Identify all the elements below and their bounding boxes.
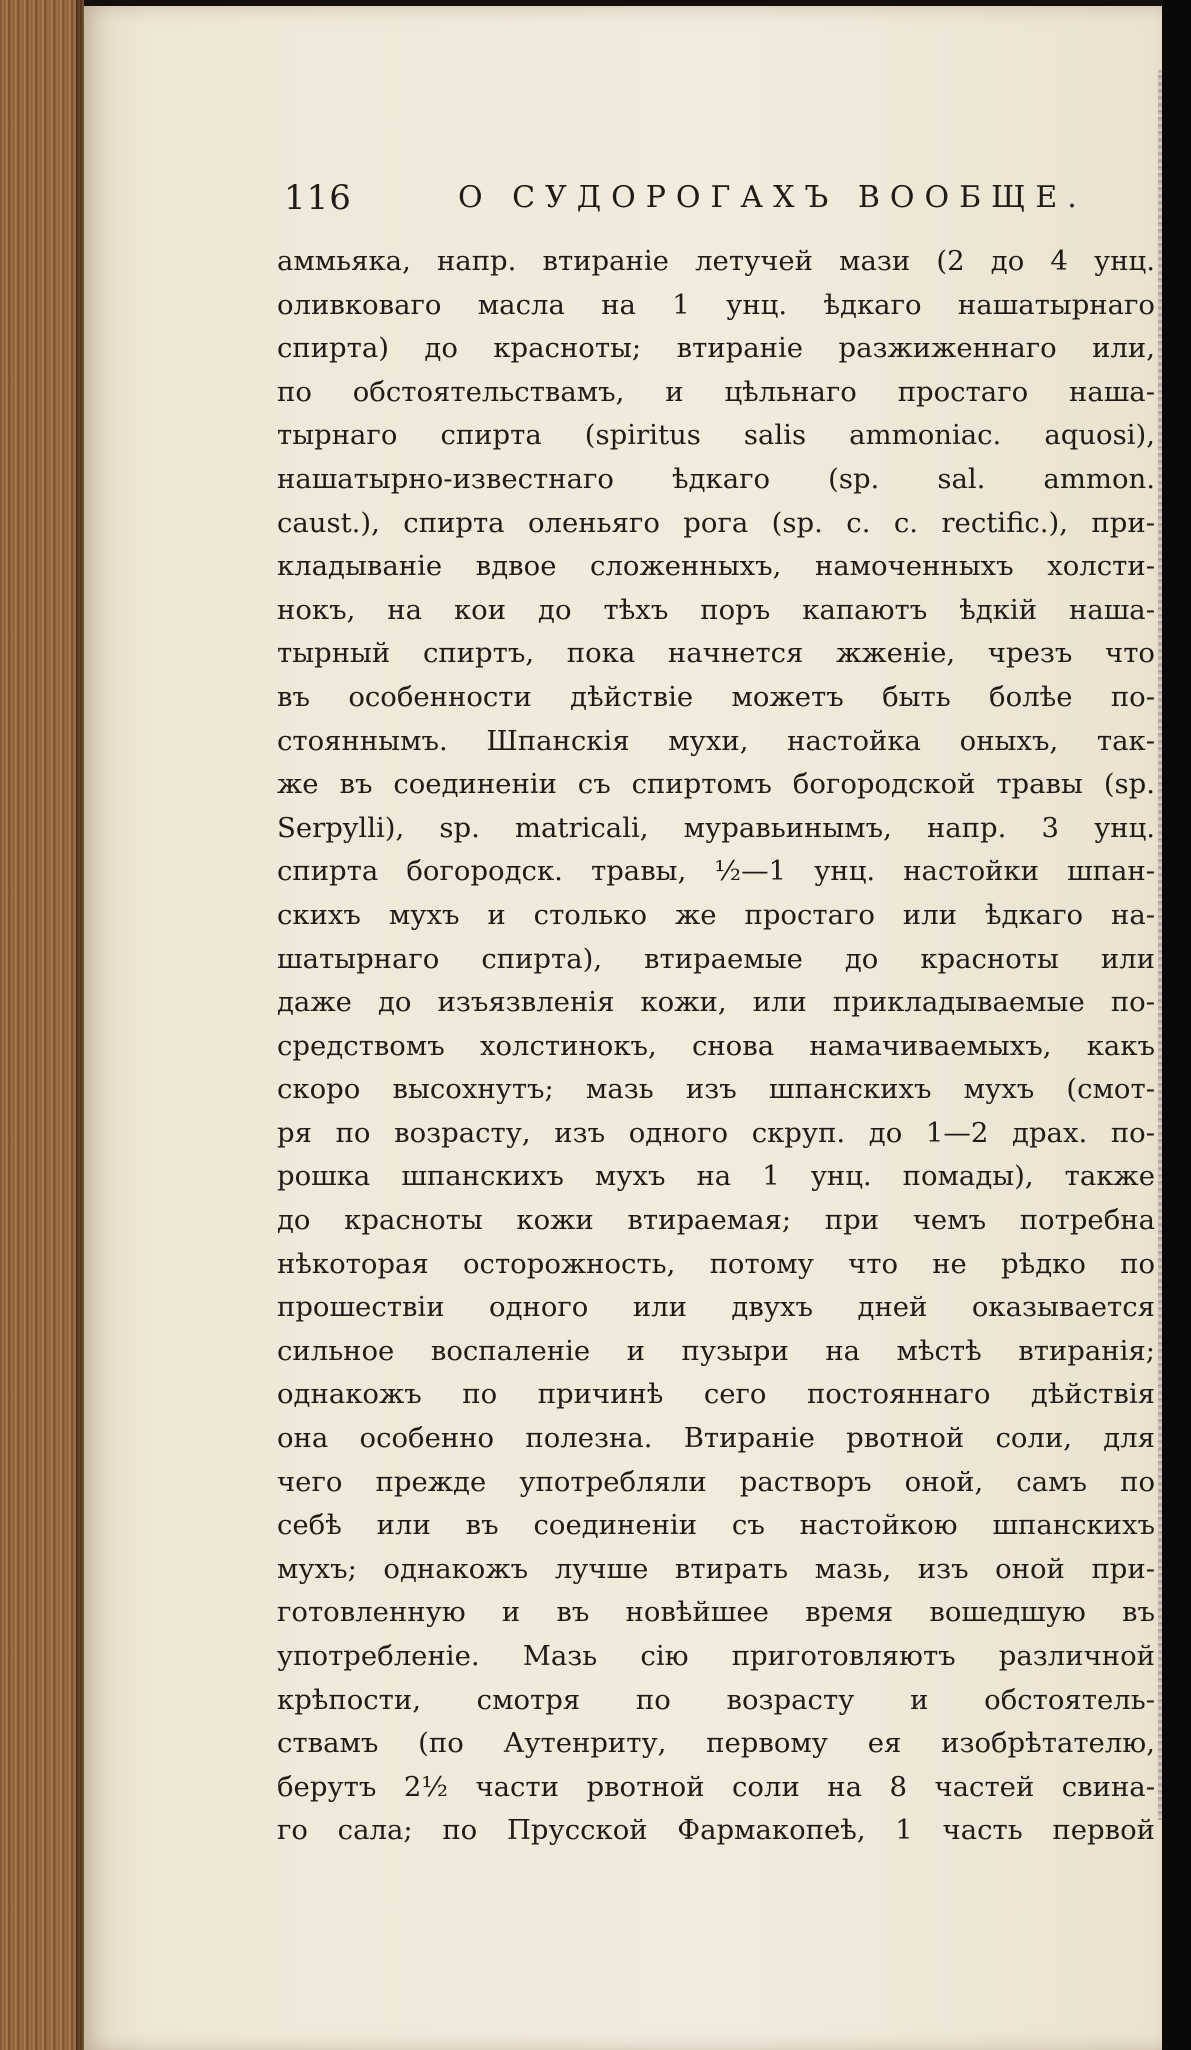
text-line: спирта) до красноты; втираніе разжиженнаго или,: [277, 332, 1155, 365]
text-line: кладываніе вдвое сложенныхъ, намоченныхъ холсти-: [277, 550, 1155, 583]
text-line: крѣпости, смотря по возрасту и обстоятель-: [277, 1683, 1155, 1716]
text-line: же въ соединеніи съ спиртомъ богородской травы (sp.: [277, 768, 1155, 801]
text-line: берутъ 2½ части рвотной соли на 8 частей свина-: [277, 1770, 1155, 1803]
page-number: 116: [284, 178, 352, 218]
text-line: Serpylli), sp. matricali, муравьинымъ, напр. 3 унц.: [277, 811, 1155, 844]
text-line: оливковаго масла на 1 унц. ѣдкаго нашатырнаго: [277, 288, 1155, 321]
text-line: себѣ или въ соединеніи съ настойкою шпанскихъ: [277, 1509, 1155, 1542]
text-line: прошествіи одного или двухъ дней оказывается: [277, 1291, 1155, 1324]
text-line: чего прежде употребляли растворъ оной, самъ по: [277, 1465, 1155, 1498]
text-line: до красноты кожи втираемая; при чемъ потребна: [277, 1204, 1155, 1237]
text-line: скихъ мухъ и столько же простаго или ѣдкаго на-: [277, 898, 1155, 931]
page-header: [284, 178, 1144, 228]
body-text: [277, 240, 1155, 1853]
text-line: даже до изъязвленія кожи, или прикладываемые по-: [277, 986, 1155, 1019]
text-line: тырный спиртъ, пока начнется жженіе, чрезъ что: [277, 637, 1155, 670]
running-title: О СУДОРОГАХЪ ВООБЩЕ.: [458, 180, 1087, 215]
text-line: ря по возрасту, изъ одного скруп. до 1—2 драх. по-: [277, 1116, 1155, 1149]
text-line: аммьяка, напр. втираніе летучей мази (2 до 4 унц.: [277, 245, 1155, 277]
text-line: стояннымъ. Шпанскія мухи, настойка оныхъ, так-: [277, 724, 1155, 757]
text-line: употребленіе. Мазь сію приготовляютъ различной: [277, 1640, 1155, 1672]
text-line: спирта богородск. травы, ½—1 унц. настойки шпан-: [277, 855, 1155, 888]
book-page-edges: [0, 0, 84, 2050]
text-line: однакожъ по причинѣ сего постояннаго дѣйствія: [277, 1378, 1155, 1411]
text-line: caust.), спирта оленьяго рога (sp. c. c. rectific.), при-: [277, 506, 1155, 539]
text-line: по обстоятельствамъ, и цѣльнаго простаго наша-: [277, 375, 1155, 408]
text-line: нѣкоторая осторожность, потому что не рѣдко по: [277, 1247, 1155, 1280]
text-line: скоро высохнутъ; мазь изъ шпанскихъ мухъ (смот-: [277, 1073, 1155, 1106]
text-line: тырнаго спирта (spiritus salis ammoniac. aquosi),: [277, 419, 1155, 452]
text-line: нокъ, на кои до тѣхъ поръ капаютъ ѣдкій наша-: [277, 593, 1155, 626]
text-line: готовленную и въ новѣйшее время вошедшую въ: [277, 1596, 1155, 1629]
text-line: средствомъ холстинокъ, снова намачиваемыхъ, какъ: [277, 1029, 1155, 1062]
text-line: мухъ; однакожъ лучше втирать мазь, изъ оной при-: [277, 1552, 1155, 1585]
text-line: она особенно полезна. Втираніе рвотной соли, для: [277, 1422, 1155, 1455]
scan-border: [1162, 0, 1191, 2050]
text-line: нашатырно-известнаго ѣдкаго (sp. sal. ammon.: [277, 462, 1155, 495]
text-line: рошка шпанскихъ мухъ на 1 унц. помады), также: [277, 1160, 1155, 1193]
text-line: го сала; по Прусской Фармакопеѣ, 1 часть первой: [277, 1814, 1155, 1847]
text-line: сильное воспаленіе и пузыри на мѣстѣ втиранія;: [277, 1334, 1155, 1367]
text-line: въ особенности дѣйствіе можетъ быть болѣе по-: [277, 680, 1155, 713]
text-line: шатырнаго спирта), втираемые до красноты или: [277, 942, 1155, 975]
text-line: ствамъ (по Аутенриту, первому ея изобрѣтателю,: [277, 1727, 1155, 1760]
